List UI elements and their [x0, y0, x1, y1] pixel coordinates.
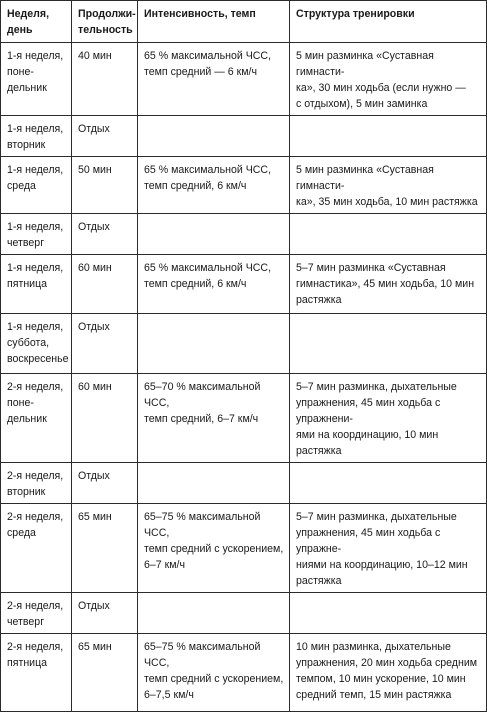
table-row [1, 634, 487, 712]
cell-structure [290, 593, 487, 634]
cell-intensity: 65 % максимальной ЧСС, темп средний, 6 км/ч [138, 255, 290, 314]
cell-day: 2-я неделя, пятница [1, 634, 72, 712]
cell-day: 1-я неделя, среда [1, 157, 72, 214]
cell-day: 1-я неделя, пятница [1, 255, 72, 314]
cell-duration: 65 мин [72, 634, 138, 712]
cell-intensity [138, 593, 290, 634]
cell-intensity: 65 % максимальной ЧСС, темп средний, 6 км/ч [138, 157, 290, 214]
cell-structure: 5–7 мин разминка, дыхательные упражнения, 45 мин ходьба с упражнени- ями на координацию, 10 мин растяжка [290, 374, 487, 463]
table-row [1, 255, 487, 314]
cell-duration: Отдых [72, 116, 138, 157]
table-row [1, 593, 487, 634]
cell-duration: Отдых [72, 314, 138, 374]
table-row [1, 43, 487, 116]
cell-structure [290, 463, 487, 504]
header-duration: Продолжи- тельность [72, 1, 138, 43]
cell-structure: 5 мин разминка «Суставная гимнасти- ка», 30 мин ходьба (если нужно — с отдыхом), 5 мин заминка [290, 43, 487, 116]
cell-duration: 65 мин [72, 504, 138, 593]
header-intensity: Интенсивность, темп [138, 1, 290, 43]
cell-structure [290, 314, 487, 374]
cell-duration: Отдых [72, 214, 138, 255]
cell-intensity [138, 314, 290, 374]
cell-duration: Отдых [72, 593, 138, 634]
cell-day: 1-я неделя, суббота, воскресенье [1, 314, 72, 374]
cell-duration: 40 мин [72, 43, 138, 116]
cell-structure [290, 214, 487, 255]
cell-intensity: 65–75 % максимальной ЧСС, темп средний с ускорением, 6–7 км/ч [138, 504, 290, 593]
cell-structure: 5–7 мин разминка, дыхательные упражнения, 45 мин ходьба с упражне- ниями на координацию, 10–12 мин растяжка [290, 504, 487, 593]
table-row [1, 314, 487, 374]
cell-structure: 10 мин разминка, дыхательные упражнения, 20 мин ходьба средним темпом, 10 мин ускорение, 10 мин средний темп, 15 мин растяжка [290, 634, 487, 712]
cell-intensity [138, 463, 290, 504]
cell-day: 2-я неделя, четверг [1, 593, 72, 634]
cell-day: 1-я неделя, поне- дельник [1, 43, 72, 116]
cell-duration: 60 мин [72, 374, 138, 463]
table-row [1, 214, 487, 255]
cell-day: 1-я неделя, вторник [1, 116, 72, 157]
table-row [1, 374, 487, 463]
cell-intensity [138, 214, 290, 255]
cell-duration: 60 мин [72, 255, 138, 314]
cell-day: 1-я неделя, четверг [1, 214, 72, 255]
cell-intensity: 65–70 % максимальной ЧСС, темп средний, 6–7 км/ч [138, 374, 290, 463]
cell-intensity: 65–75 % максимальной ЧСС, темп средний с ускорением, 6–7,5 км/ч [138, 634, 290, 712]
table-row [1, 504, 487, 593]
cell-structure: 5 мин разминка «Суставная гимнасти- ка», 35 мин ходьба, 10 мин растяжка [290, 157, 487, 214]
header-structure: Структура тренировки [290, 1, 487, 43]
cell-intensity: 65 % максимальной ЧСС, темп средний — 6 км/ч [138, 43, 290, 116]
cell-day: 2-я неделя, среда [1, 504, 72, 593]
cell-intensity [138, 116, 290, 157]
header-week-day: Неделя, день [1, 1, 72, 43]
table-row [1, 463, 487, 504]
table-row [1, 157, 487, 214]
table-row [1, 116, 487, 157]
table-header-row [1, 1, 487, 43]
cell-structure [290, 116, 487, 157]
cell-duration: 50 мин [72, 157, 138, 214]
cell-duration: Отдых [72, 463, 138, 504]
cell-structure: 5–7 мин разминка «Суставная гимнастика», 45 мин ходьба, 10 мин растяжка [290, 255, 487, 314]
cell-day: 2-я неделя, поне- дельник [1, 374, 72, 463]
cell-day: 2-я неделя, вторник [1, 463, 72, 504]
